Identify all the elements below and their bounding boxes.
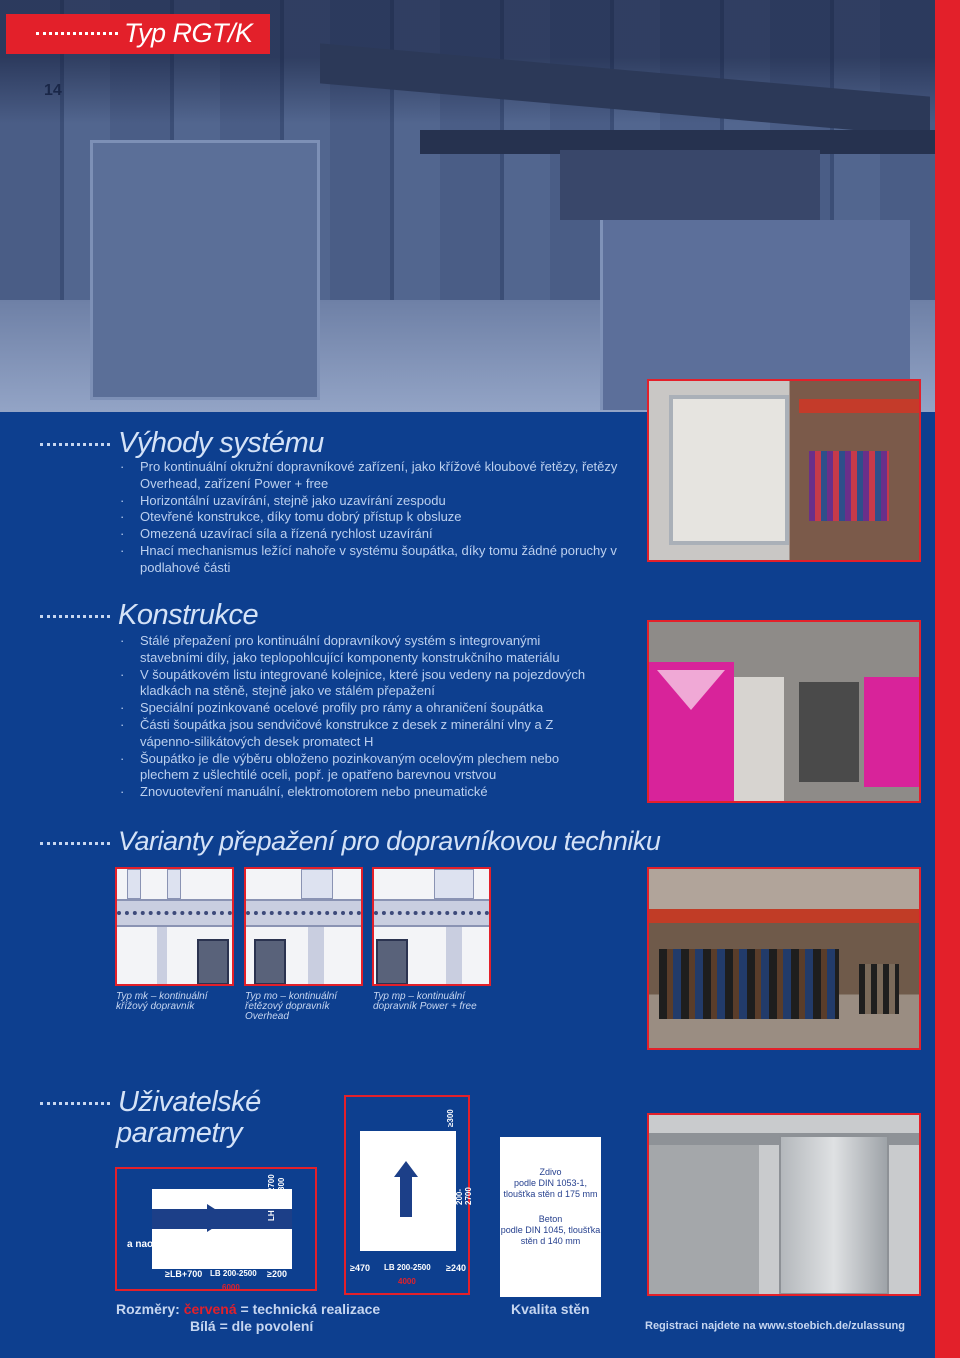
photo-sliding-door: [647, 1113, 921, 1296]
dim-label: ≥240: [446, 1263, 466, 1273]
beton-text: podle DIN 1045, tloušťka stěn d 140 mm: [500, 1225, 601, 1246]
list-konstrukce: [120, 633, 590, 801]
dim-label: 300: [277, 1177, 286, 1191]
zdivo-title: Zdivo: [539, 1167, 562, 1177]
footer-rozmery: [116, 1301, 380, 1317]
beton-title: Beton: [538, 1214, 563, 1224]
dim-label: ≥300: [446, 1109, 455, 1127]
dim-label: LH 200-2700: [446, 1187, 473, 1205]
list-item: · V šoupátkovém listu integrované kolejnice, které jsou vedeny na pojezdových kladkách na stěně, stejně jako ve stálém přepažení: [120, 667, 590, 701]
list-item: · Otevřené konstrukce, díky tomu dobrý přístup k obsluze: [120, 509, 620, 526]
section-dots-konstrukce: [40, 615, 110, 618]
list-item: · Horizontální uzavírání, stejně jako uzavírání zespodu: [120, 493, 620, 510]
wall-quality-box: [500, 1137, 601, 1297]
dim-label: LB 200-2500: [384, 1263, 431, 1272]
photo-conveyor-clothes: [647, 867, 921, 1050]
heading-vyhody: Výhody systému: [118, 427, 324, 459]
title-box: [6, 14, 270, 54]
list-item: · Šoupátko je dle výběru obloženo pozinkovaným ocelovým plechem nebo plechem z ušlechtilé oceli, popř. je opatřeno barevnou vrstvou: [120, 751, 590, 785]
list-item: · Stálé přepažení pro kontinuální dopravníkový systém s integrovanými stavebními díly, jako teplopohlcující komponenty konstrukčního materiálu: [120, 633, 590, 667]
list-item: · Omezená uzavírací síla a řízená rychlost uzavírání: [120, 526, 620, 543]
section-dots-parametry: [40, 1102, 110, 1105]
side-label: a naopak: [127, 1239, 171, 1250]
heading-parametry-2: parametry: [116, 1117, 243, 1149]
zdivo-text: podle DIN 1053-1, tloušťka stěn d 175 mm: [503, 1178, 598, 1199]
list-vyhody: [120, 459, 620, 577]
footer-registrace: Registraci najdete na www.stoebich.de/zulassung: [645, 1320, 905, 1332]
page-title: Typ RGT/K: [124, 18, 253, 48]
section-dots-varianty: [40, 842, 110, 845]
photo-shutter-door: [647, 379, 921, 562]
diagram-mp: [372, 867, 491, 986]
dim-label: 4000: [398, 1277, 416, 1286]
caption-mo: Typ mo – kontinuální řetězový dopravník Overhead: [245, 991, 338, 1022]
caption-mp: Typ mp – kontinuální dopravník Power + free: [373, 991, 477, 1012]
dim-label: 6000: [222, 1283, 240, 1292]
list-item: · Hnací mechanismus ležící nahoře v systému šoupátka, díky tomu žádné poruchy v podlahové části: [120, 543, 620, 577]
dim-label: ≥LB+700: [165, 1269, 203, 1279]
list-item: · Pro kontinuální okružní dopravníkové zařízení, jako křížové kloubové řetězy, řetězy Overhead, zařízení Power + free: [120, 459, 620, 493]
diagram-mo: [244, 867, 363, 986]
diagram-param-vertical: [344, 1095, 473, 1295]
footer-bila: [190, 1318, 313, 1334]
hero-number: 14: [44, 82, 62, 99]
heading-konstrukce: Konstrukce: [118, 599, 259, 631]
list-item: · Části šoupátka jsou sendvičové konstrukce z desek z minerální vlny a Z vápenno-silikátových desek promatect H: [120, 717, 590, 751]
title-dots: [36, 32, 118, 35]
caption-mk: Typ mk – kontinuální křížový dopravník: [116, 991, 208, 1012]
rozmery-label: Rozměry:: [116, 1301, 180, 1317]
red-word: červená: [183, 1301, 237, 1317]
white-rest: = dle povolení: [219, 1318, 314, 1334]
dim-label: ≥200: [267, 1269, 287, 1279]
dim-label: ≥470: [350, 1263, 370, 1273]
dim-label: ≥LH+250: [446, 1211, 455, 1245]
footer-kvalita: Kvalita stěn: [511, 1301, 590, 1317]
hero-photo: [0, 0, 935, 412]
photo-pink-doors: [647, 620, 921, 803]
diagram-param-horizontal: [115, 1167, 317, 1291]
heading-parametry-1: Uživatelské: [118, 1086, 261, 1118]
dim-label: LB 200-2500: [210, 1269, 257, 1278]
list-item: · Znovuotevření manuální, elektromotorem nebo pneumatické: [120, 784, 590, 801]
section-dots-vyhody: [40, 443, 110, 446]
arrow-right-icon: [207, 1204, 229, 1232]
white-word: Bílá: [190, 1318, 216, 1334]
arrow-up-icon: [394, 1161, 418, 1177]
dim-label: LH 200-2700: [267, 1174, 276, 1221]
red-rest: = technická realizace: [240, 1301, 381, 1317]
list-item: · Speciální pozinkované ocelové profily pro rámy a ohraničení šoupátka: [120, 700, 590, 717]
right-red-strip: [935, 0, 960, 1358]
diagram-mk: [115, 867, 234, 986]
heading-varianty: Varianty přepažení pro dopravníkovou techniku: [118, 826, 661, 856]
